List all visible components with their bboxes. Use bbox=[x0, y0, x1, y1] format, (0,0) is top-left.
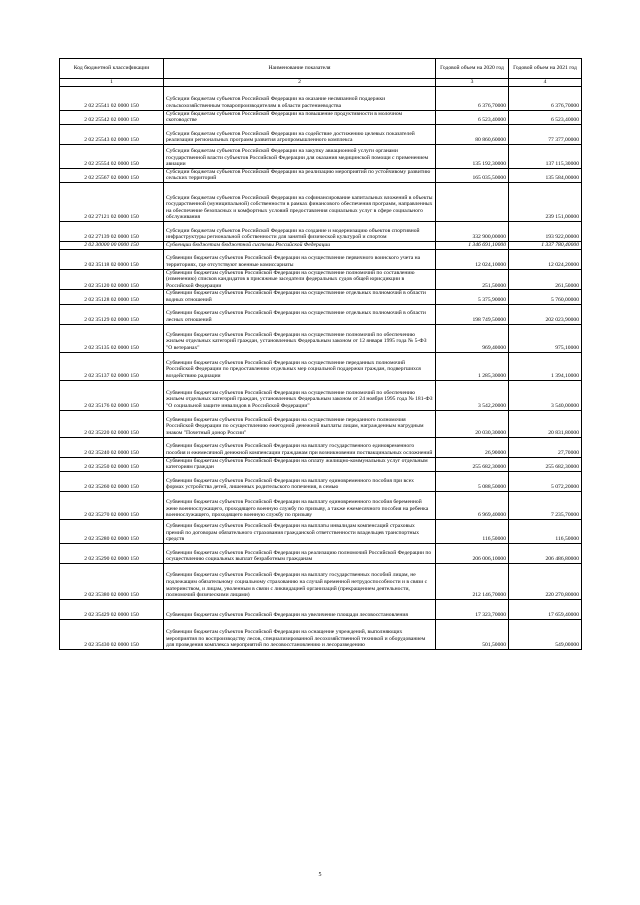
budget-code: 2 02 35118 02 0000 150 bbox=[60, 249, 164, 269]
indicator-name: Субвенции бюджетам субъектов Российской Федерации на осуществление полномочий по обеспечению жильем отдельных категорий граждан, установленных Федеральным законом от 24 ноября 1995 года № 181-ФЗ "О социальной защите инвалидов в Российской Федерации" bbox=[164, 380, 436, 410]
page-number: 5 bbox=[318, 872, 322, 878]
amount-2021: 239 151,00000 bbox=[509, 182, 582, 221]
budget-code: 2 02 35240 02 0000 150 bbox=[60, 437, 164, 457]
amount-2021: 77 377,00000 bbox=[509, 124, 582, 144]
indicator-name: Субсидии бюджетам субъектов Российской Федерации на софинансирование капитальных вложений в объекты государственной (муниципальной) собственности в рамках финансового обеспечения программ, направленных на обеспечение безопасных и комфортных условий предоставления социальных услуг в сфере социального обслуживания bbox=[164, 182, 436, 221]
table-row bbox=[60, 249, 582, 269]
table-row bbox=[60, 410, 582, 437]
budget-code: 2 02 35250 02 0000 150 bbox=[60, 457, 164, 471]
amount-2021: 7 235,70000 bbox=[509, 491, 582, 519]
amount-2021: 975,10000 bbox=[509, 324, 582, 352]
budget-code: 2 02 35137 02 0000 150 bbox=[60, 352, 164, 380]
budget-code: 2 02 25554 02 0000 150 bbox=[60, 144, 164, 168]
table-row bbox=[60, 221, 582, 241]
budget-code: 2 02 35429 02 0000 150 bbox=[60, 599, 164, 619]
amount-2020: 26,90000 bbox=[436, 437, 509, 457]
amount-2021: 27,70000 bbox=[509, 437, 582, 457]
table-row bbox=[60, 324, 582, 352]
amount-2020: 1 285,30000 bbox=[436, 352, 509, 380]
amount-2020: 135 192,30000 bbox=[436, 144, 509, 168]
indicator-name: Субвенции бюджетам субъектов Российской Федерации на выплату единовременного пособия беременной жене военнослужащего, проходящего военную службу по призыву, а также ежемесячного пособия на ребенка военнослужащего, проходящего военную службу по призыву bbox=[164, 491, 436, 519]
table-row bbox=[60, 110, 582, 124]
table-row bbox=[60, 352, 582, 380]
amount-2021: 135 584,00000 bbox=[509, 168, 582, 182]
amount-2021: 20 831,80000 bbox=[509, 410, 582, 437]
table-row bbox=[60, 437, 582, 457]
amount-2021: 5 760,00000 bbox=[509, 290, 582, 304]
table-row bbox=[60, 144, 582, 168]
budget-code: 2 02 35430 02 0000 150 bbox=[60, 619, 164, 649]
budget-code: 2 02 27121 02 0000 150 bbox=[60, 182, 164, 221]
table-row bbox=[60, 519, 582, 543]
table-row bbox=[60, 269, 582, 290]
indicator-name: Субвенции бюджетам субъектов Российской Федерации на осуществление первичного воинского учета на территориях, где отсутствуют военные комиссариаты bbox=[164, 249, 436, 269]
amount-2020: 332 900,00000 bbox=[436, 221, 509, 241]
amount-2020: 251,50000 bbox=[436, 269, 509, 290]
amount-2021: 1 337 780,40000 bbox=[509, 241, 582, 249]
column-number-row bbox=[60, 79, 582, 87]
table-row bbox=[60, 182, 582, 221]
amount-2020: 6 523,40000 bbox=[436, 110, 509, 124]
indicator-name: Субвенции бюджетам субъектов Российской Федерации на осуществление полномочий по составлению (изменению) списков кандидатов в присяжные заседатели федеральных судов общей юрисдикции в Российской Федерации bbox=[164, 269, 436, 290]
amount-2020: 969,40000 bbox=[436, 324, 509, 352]
indicator-name: Субсидии бюджетам субъектов Российской Федерации на реализацию мероприятий по устойчивому развитию сельских территорий bbox=[164, 168, 436, 182]
header-2021: Годовой объем на 2021 год bbox=[509, 59, 582, 79]
indicator-name: Субвенции бюджетам субъектов Российской Федерации на выплату государственного единовременного пособия и ежемесячной денежной компенсации гражданам при возникновении поствакцинальных осложнений bbox=[164, 437, 436, 457]
amount-2020: 80 860,60000 bbox=[436, 124, 509, 144]
amount-2021: 17 659,40000 bbox=[509, 599, 582, 619]
budget-code: 2 02 25567 02 0000 150 bbox=[60, 168, 164, 182]
indicator-name: Субсидии бюджетам субъектов Российской Федерации на оказание несвязанной поддержки сельскохозяйственным товаропроизводителям в области растениеводства bbox=[164, 86, 436, 110]
budget-code: 2 02 35129 02 0000 150 bbox=[60, 304, 164, 324]
amount-2020: 198 749,50000 bbox=[436, 304, 509, 324]
amount-2020: 212 146,70000 bbox=[436, 563, 509, 599]
table-row bbox=[60, 86, 582, 110]
table-row bbox=[60, 491, 582, 519]
amount-2020: 206 006,10000 bbox=[436, 543, 509, 563]
budget-code: 2 02 35176 02 0000 150 bbox=[60, 380, 164, 410]
table-row bbox=[60, 168, 582, 182]
indicator-name: Субвенции бюджетам субъектов Российской Федерации на осуществление переданного полномочия Российской Федерации по осуществлению ежегодной денежной выплаты лицам, награжденным нагрудным знаком "Почетный донор России" bbox=[164, 410, 436, 437]
budget-code: 2 02 35260 02 0000 150 bbox=[60, 471, 164, 491]
budget-code: 2 02 25542 02 0000 150 bbox=[60, 110, 164, 124]
amount-2021: 255 682,30000 bbox=[509, 457, 582, 471]
budget-code: 2 02 27139 02 0000 150 bbox=[60, 221, 164, 241]
table-header-row bbox=[60, 59, 582, 79]
header-name: Наименование показателя bbox=[164, 59, 436, 79]
budget-code: 2 02 35220 02 0000 150 bbox=[60, 410, 164, 437]
indicator-name: Субсидии бюджетам субъектов Российской Федерации на содействие достижению целевых показателей реализации региональных программ развития агропромышленного комплекса bbox=[164, 124, 436, 144]
column-number: 1 bbox=[60, 79, 164, 87]
amount-2020: 501,50000 bbox=[436, 619, 509, 649]
indicator-name: Субсидии бюджетам субъектов Российской Федерации на закупку авиационной услуги органами государственной власти субъектов Российской Федерации для оказания медицинской помощи с применением авиации bbox=[164, 144, 436, 168]
amount-2020: 165 035,50000 bbox=[436, 168, 509, 182]
indicator-name: Субвенции бюджетам субъектов Российской Федерации на оплату жилищно-коммунальных услуг отдельным категориям граждан bbox=[164, 457, 436, 471]
indicator-name: Субсидии бюджетам субъектов Российской Федерации на создание и модернизацию объектов спортивной инфраструктуры региональной собственности для занятий физической культурой и спортом bbox=[164, 221, 436, 241]
header-2020: Годовой объем на 2020 год bbox=[436, 59, 509, 79]
table-row bbox=[60, 619, 582, 649]
amount-2021: 12 024,20000 bbox=[509, 249, 582, 269]
amount-2021: 261,50000 bbox=[509, 269, 582, 290]
table-row bbox=[60, 457, 582, 471]
budget-code: 2 02 35290 02 0000 150 bbox=[60, 543, 164, 563]
budget-code: 2 02 35128 02 0000 150 bbox=[60, 290, 164, 304]
amount-2021: 6 376,70000 bbox=[509, 86, 582, 110]
indicator-name: Субвенции бюджетам субъектов Российской Федерации на осуществление полномочий по обеспечению жильем отдельных категорий граждан, установленных Федеральным законом от 12 января 1995 года № 5-ФЗ "О ветеранах" bbox=[164, 324, 436, 352]
table-row bbox=[60, 241, 582, 249]
amount-2020: 20 030,30000 bbox=[436, 410, 509, 437]
indicator-name: Субвенции бюджетам субъектов Российской Федерации на выплату единовременного пособия при всех формах устройства детей, лишенных родительского попечения, в семью bbox=[164, 471, 436, 491]
indicator-name: Субвенции бюджетам субъектов Российской Федерации на осуществление переданных полномочий Российской Федерации по предоставлению отдельных мер социальной поддержки граждан, подвергшихся воздействию радиации bbox=[164, 352, 436, 380]
budget-code: 2 02 25543 02 0000 150 bbox=[60, 124, 164, 144]
amount-2021: 5 072,20000 bbox=[509, 471, 582, 491]
budget-table bbox=[59, 58, 582, 650]
amount-2021: 220 270,80000 bbox=[509, 563, 582, 599]
indicator-name: Субвенции бюджетам субъектов Российской Федерации на осуществление отдельных полномочий в области водных отношений bbox=[164, 290, 436, 304]
table-row bbox=[60, 380, 582, 410]
budget-code: 2 02 30000 00 0000 150 bbox=[60, 241, 164, 249]
amount-2020: 12 024,10000 bbox=[436, 249, 509, 269]
table-row bbox=[60, 124, 582, 144]
table-row bbox=[60, 471, 582, 491]
amount-2020: 1 346 691,10000 bbox=[436, 241, 509, 249]
amount-2020: 6 969,40000 bbox=[436, 491, 509, 519]
indicator-name: Субвенции бюджетам субъектов Российской Федерации на реализацию полномочий Российской Федерации по осуществлению социальных выплат безработным гражданам bbox=[164, 543, 436, 563]
amount-2021: 206 486,80000 bbox=[509, 543, 582, 563]
table-row bbox=[60, 304, 582, 324]
budget-code: 2 02 25541 02 0000 150 bbox=[60, 86, 164, 110]
indicator-name: Субвенции бюджетам субъектов Российской Федерации на оснащение учреждений, выполняющих мероприятия по воспроизводству лесов, специализированной лесохозяйственной техникой и оборудованием для проведения комплекса мероприятий по лесовосстановлению и лесоразведению bbox=[164, 619, 436, 649]
amount-2021: 549,00000 bbox=[509, 619, 582, 649]
indicator-name: Субвенции бюджетам субъектов Российской Федерации на увеличение площади лесовосстановления bbox=[164, 599, 436, 619]
column-number: 3 bbox=[436, 79, 509, 87]
amount-2020 bbox=[436, 182, 509, 221]
amount-2020: 5 088,50000 bbox=[436, 471, 509, 491]
amount-2020: 17 323,70000 bbox=[436, 599, 509, 619]
budget-code: 2 02 35380 02 0000 150 bbox=[60, 563, 164, 599]
column-number: 2 bbox=[164, 79, 436, 87]
amount-2020: 6 376,70000 bbox=[436, 86, 509, 110]
budget-code: 2 02 35280 02 0000 150 bbox=[60, 519, 164, 543]
amount-2020: 116,50000 bbox=[436, 519, 509, 543]
amount-2021: 116,50000 bbox=[509, 519, 582, 543]
amount-2020: 255 682,30000 bbox=[436, 457, 509, 471]
amount-2020: 3 542,20000 bbox=[436, 380, 509, 410]
amount-2021: 6 523,40000 bbox=[509, 110, 582, 124]
table-row bbox=[60, 599, 582, 619]
budget-code: 2 02 35120 02 0000 150 bbox=[60, 269, 164, 290]
indicator-name: Субвенции бюджетам субъектов Российской Федерации на выплаты инвалидам компенсаций страховых премий по договорам обязательного страхования гражданской ответственности владельцев транспортных средств bbox=[164, 519, 436, 543]
amount-2021: 1 394,10000 bbox=[509, 352, 582, 380]
amount-2021: 202 023,90000 bbox=[509, 304, 582, 324]
budget-code: 2 02 35135 02 0000 150 bbox=[60, 324, 164, 352]
header-code: Код бюджетной классификации bbox=[60, 59, 164, 79]
amount-2021: 3 540,00000 bbox=[509, 380, 582, 410]
indicator-name: Субсидии бюджетам субъектов Российской Федерации на повышение продуктивности в молочном скотоводстве bbox=[164, 110, 436, 124]
indicator-name: Субвенции бюджетам субъектов Российской Федерации на выплату государственных пособий лицам, не подлежащим обязательному социальному страхованию на случай временной нетрудоспособности и в связи с материнством, и лицам, уволенным в связи с ликвидацией организаций (прекращением деятельности, полномочий физическими лицами) bbox=[164, 563, 436, 599]
amount-2020: 5 375,90000 bbox=[436, 290, 509, 304]
table-row bbox=[60, 290, 582, 304]
amount-2021: 137 115,30000 bbox=[509, 144, 582, 168]
indicator-name: Субвенции бюджетам субъектов Российской Федерации на осуществление отдельных полномочий в области лесных отношений bbox=[164, 304, 436, 324]
amount-2021: 193 922,00000 bbox=[509, 221, 582, 241]
table-row bbox=[60, 543, 582, 563]
table-row bbox=[60, 563, 582, 599]
column-number: 4 bbox=[509, 79, 582, 87]
budget-code: 2 02 35270 02 0000 150 bbox=[60, 491, 164, 519]
indicator-name: Субвенции бюджетам бюджетной системы Российской Федерации bbox=[164, 241, 436, 249]
